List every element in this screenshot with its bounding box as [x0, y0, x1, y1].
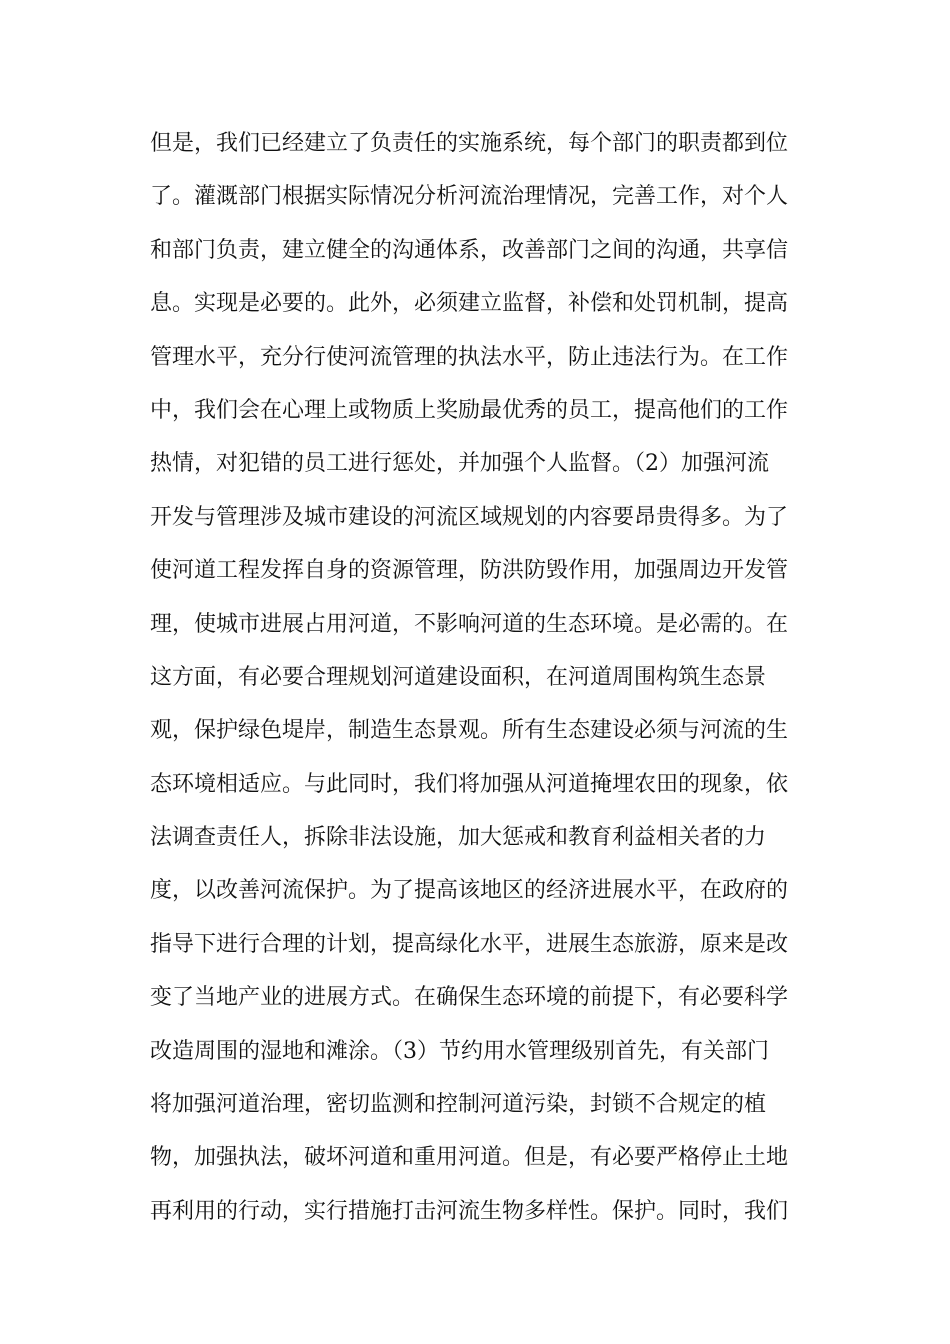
- text-line: 将加强河道治理，密切监测和控制河道污染，封锁不合规定的植: [150, 1092, 767, 1118]
- text-line: 开发与管理涉及城市建设的河流区域规划的内容要昂贵得多。为了: [150, 504, 789, 530]
- text-line: 使河道工程发挥自身的资源管理，防洪防毁作用，加强周边开发管: [150, 558, 789, 584]
- text-line: 再利用的行动，实行措施打击河流生物多样性。保护。同时，我们: [150, 1198, 789, 1224]
- text-line: 中，我们会在心理上或物质上奖励最优秀的员工，提高他们的工作: [150, 397, 789, 423]
- text-line: 但是，我们已经建立了负责任的实施系统，每个部门的职责都到位: [150, 131, 789, 156]
- text-line: 法调查责任人，拆除非法设施，加大惩戒和教育利益相关者的力: [150, 825, 767, 851]
- text-line: 了。灌溉部门根据实际情况分析河流治理情况，完善工作，对个人: [150, 184, 789, 210]
- text-line: 物，加强执法，破坏河道和重用河道。但是，有必要严格停止土地: [150, 1145, 789, 1171]
- text-line: 理，使城市进展占用河道，不影响河道的生态环境。是必需的。在: [150, 611, 789, 637]
- text-line: 观，保护绿色堤岸，制造生态景观。所有生态建设必须与河流的生: [150, 718, 789, 744]
- text-line: 管理水平，充分行使河流管理的执法水平，防止违法行为。在工作: [150, 344, 789, 370]
- text-line: 和部门负责，建立健全的沟通体系，改善部门之间的沟通，共享信: [150, 237, 789, 263]
- text-line: 息。实现是必要的。此外，必须建立监督，补偿和处罚机制，提高: [150, 291, 789, 317]
- text-line: 改造周围的湿地和滩涂。（3）节约用水管理级别首先，有关部门: [150, 1038, 769, 1064]
- text-line: 变了当地产业的进展方式。在确保生态环境的前提下，有必要科学: [150, 985, 789, 1011]
- text-line: 指导下进行合理的计划，提高绿化水平，进展生态旅游，原来是改: [150, 931, 789, 957]
- body-text: [150, 117, 810, 1238]
- text-line: 这方面，有必要合理规划河道建设面积，在河道周围构筑生态景: [150, 664, 767, 690]
- text-line: 态环境相适应。与此同时，我们将加强从河道掩埋农田的现象，依: [150, 771, 789, 797]
- text-line: 热情，对犯错的员工进行惩处，并加强个人监督。（2）加强河流: [150, 451, 769, 477]
- text-line: 度，以改善河流保护。为了提高该地区的经济进展水平，在政府的: [150, 878, 789, 904]
